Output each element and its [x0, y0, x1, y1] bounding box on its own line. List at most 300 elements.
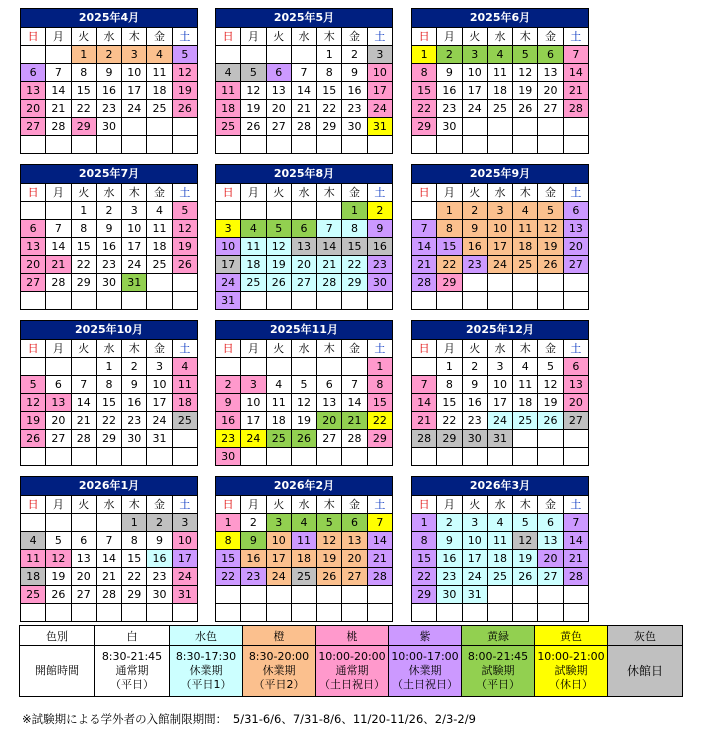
weekday-header: 木	[122, 184, 147, 202]
day-cell: 12	[317, 532, 342, 550]
weekday-header: 木	[317, 28, 342, 46]
legend-days: （平日）	[110, 678, 154, 691]
day-cell: 18	[513, 238, 538, 256]
month-title: 2026年3月	[412, 477, 589, 496]
month-title: 2025年4月	[21, 9, 198, 28]
day-cell: 9	[462, 220, 487, 238]
day-cell: 1	[437, 358, 462, 376]
day-cell: 11	[147, 64, 172, 82]
legend-period: 休館日	[626, 664, 663, 678]
day-cell: 16	[122, 394, 147, 412]
day-cell	[487, 604, 512, 622]
day-cell	[122, 448, 147, 466]
day-cell: 23	[437, 100, 462, 118]
weekday-header: 土	[563, 28, 588, 46]
day-cell: 27	[563, 412, 588, 430]
legend-days: （平日）	[476, 678, 520, 691]
day-cell	[241, 202, 266, 220]
day-cell: 3	[462, 46, 487, 64]
day-cell: 22	[342, 256, 367, 274]
day-cell	[412, 292, 437, 310]
day-cell: 18	[241, 256, 266, 274]
day-cell	[462, 136, 487, 154]
day-cell: 12	[241, 82, 266, 100]
day-cell: 17	[122, 238, 147, 256]
day-cell: 6	[71, 532, 96, 550]
day-cell: 7	[367, 514, 392, 532]
legend-days: （休日）	[549, 678, 593, 691]
day-cell: 24	[241, 430, 266, 448]
day-cell	[563, 292, 588, 310]
day-cell	[513, 586, 538, 604]
day-cell: 7	[291, 64, 316, 82]
weekday-header: 水	[487, 184, 512, 202]
day-cell: 8	[71, 64, 96, 82]
day-cell: 17	[216, 256, 241, 274]
month-title: 2025年6月	[412, 9, 589, 28]
day-cell: 28	[412, 430, 437, 448]
day-cell: 30	[342, 118, 367, 136]
weekday-header: 木	[513, 496, 538, 514]
day-cell: 2	[122, 358, 147, 376]
day-cell: 30	[147, 586, 172, 604]
day-cell: 13	[71, 550, 96, 568]
day-cell: 1	[216, 514, 241, 532]
day-cell	[147, 274, 172, 292]
day-cell: 5	[241, 64, 266, 82]
day-cell	[291, 358, 316, 376]
legend-hours-cell	[243, 646, 316, 697]
day-cell: 20	[71, 568, 96, 586]
day-cell	[71, 292, 96, 310]
day-cell: 14	[96, 550, 121, 568]
day-cell	[291, 292, 316, 310]
weekday-header: 日	[412, 496, 437, 514]
day-cell	[412, 604, 437, 622]
weekday-header: 月	[241, 184, 266, 202]
day-cell	[513, 430, 538, 448]
legend-color-name: 白	[95, 626, 170, 646]
day-cell: 3	[462, 514, 487, 532]
day-cell: 12	[172, 220, 197, 238]
day-cell: 17	[122, 82, 147, 100]
weekday-header: 土	[563, 496, 588, 514]
day-cell: 26	[538, 412, 563, 430]
day-cell: 27	[46, 430, 71, 448]
weekday-header: 金	[538, 496, 563, 514]
day-cell: 30	[367, 274, 392, 292]
day-cell	[317, 136, 342, 154]
day-cell: 6	[21, 64, 46, 82]
day-cell	[563, 430, 588, 448]
day-cell: 16	[216, 412, 241, 430]
day-cell	[538, 604, 563, 622]
day-cell: 7	[317, 220, 342, 238]
day-cell: 16	[437, 550, 462, 568]
day-cell: 12	[266, 238, 291, 256]
weekday-header: 土	[172, 340, 197, 358]
day-cell: 24	[122, 100, 147, 118]
weekday-header: 月	[241, 340, 266, 358]
day-cell: 3	[266, 514, 291, 532]
day-cell: 8	[342, 220, 367, 238]
day-cell: 26	[21, 430, 46, 448]
day-cell: 15	[437, 238, 462, 256]
day-cell	[513, 136, 538, 154]
day-cell: 8	[216, 532, 241, 550]
weekday-header: 月	[241, 28, 266, 46]
weekday-header: 木	[317, 184, 342, 202]
day-cell: 16	[96, 238, 121, 256]
day-cell	[46, 46, 71, 64]
day-cell: 29	[317, 118, 342, 136]
day-cell: 5	[513, 514, 538, 532]
day-cell	[21, 136, 46, 154]
weekday-header: 水	[96, 496, 121, 514]
day-cell: 14	[412, 238, 437, 256]
day-cell: 14	[412, 394, 437, 412]
day-cell: 14	[563, 64, 588, 82]
day-cell	[122, 118, 147, 136]
weekday-header: 水	[291, 28, 316, 46]
day-cell: 25	[487, 100, 512, 118]
day-cell	[513, 118, 538, 136]
day-cell: 24	[487, 412, 512, 430]
weekday-header: 土	[367, 28, 392, 46]
weekday-header: 水	[291, 184, 316, 202]
weekday-header: 金	[342, 28, 367, 46]
day-cell	[538, 586, 563, 604]
day-cell: 24	[487, 256, 512, 274]
restriction-note: ※試験期による学外者の入館制限期間： 5/31-6/6、7/31-8/6、11/20-11/26、2/3-2/9	[22, 712, 476, 726]
day-cell: 7	[46, 220, 71, 238]
day-cell	[71, 514, 96, 532]
day-cell	[538, 136, 563, 154]
day-cell: 28	[412, 274, 437, 292]
day-cell	[122, 292, 147, 310]
day-cell	[172, 292, 197, 310]
day-cell	[46, 202, 71, 220]
day-cell: 24	[216, 274, 241, 292]
day-cell: 10	[122, 64, 147, 82]
day-cell: 18	[21, 568, 46, 586]
day-cell: 9	[241, 532, 266, 550]
day-cell: 21	[46, 100, 71, 118]
day-cell: 27	[21, 274, 46, 292]
day-cell: 2	[147, 514, 172, 532]
day-cell	[46, 292, 71, 310]
weekday-header: 火	[71, 340, 96, 358]
day-cell: 20	[21, 100, 46, 118]
day-cell: 28	[317, 274, 342, 292]
day-cell: 8	[317, 64, 342, 82]
day-cell: 9	[122, 376, 147, 394]
day-cell: 9	[367, 220, 392, 238]
weekday-header: 水	[487, 340, 512, 358]
weekday-header: 月	[46, 496, 71, 514]
day-cell: 21	[342, 412, 367, 430]
day-cell: 30	[96, 274, 121, 292]
day-cell: 28	[96, 586, 121, 604]
day-cell: 15	[216, 550, 241, 568]
day-cell: 1	[71, 202, 96, 220]
day-cell: 19	[291, 412, 316, 430]
day-cell	[342, 604, 367, 622]
weekday-header: 火	[266, 184, 291, 202]
day-cell: 23	[342, 100, 367, 118]
day-cell	[291, 46, 316, 64]
day-cell	[266, 136, 291, 154]
day-cell: 10	[462, 532, 487, 550]
day-cell: 18	[291, 550, 316, 568]
day-cell	[216, 202, 241, 220]
day-cell: 1	[367, 358, 392, 376]
day-cell: 29	[437, 274, 462, 292]
day-cell: 21	[317, 256, 342, 274]
day-cell	[412, 202, 437, 220]
month-calendar	[411, 8, 589, 154]
day-cell: 10	[487, 220, 512, 238]
legend-time: 10:00-20:00	[318, 650, 386, 663]
weekday-header: 月	[437, 184, 462, 202]
day-cell: 28	[367, 568, 392, 586]
day-cell: 21	[563, 82, 588, 100]
day-cell: 5	[172, 202, 197, 220]
legend-color-name: 黄色	[535, 626, 608, 646]
day-cell	[241, 46, 266, 64]
day-cell: 26	[513, 568, 538, 586]
month-title: 2025年12月	[412, 321, 589, 340]
day-cell: 31	[367, 118, 392, 136]
day-cell: 21	[412, 412, 437, 430]
day-cell	[437, 136, 462, 154]
weekday-header: 火	[266, 340, 291, 358]
weekday-header: 日	[216, 28, 241, 46]
day-cell: 3	[122, 46, 147, 64]
day-cell	[367, 292, 392, 310]
day-cell: 12	[291, 394, 316, 412]
legend-color-name: 桃	[316, 626, 389, 646]
day-cell: 20	[46, 412, 71, 430]
day-cell: 6	[317, 376, 342, 394]
day-cell: 22	[437, 412, 462, 430]
day-cell: 25	[172, 412, 197, 430]
legend	[19, 625, 683, 697]
weekday-header: 木	[317, 340, 342, 358]
day-cell: 22	[412, 568, 437, 586]
day-cell: 11	[487, 532, 512, 550]
day-cell: 23	[216, 430, 241, 448]
weekday-header: 木	[122, 496, 147, 514]
day-cell	[563, 604, 588, 622]
weekday-header: 火	[462, 28, 487, 46]
day-cell	[563, 274, 588, 292]
day-cell: 15	[342, 238, 367, 256]
weekday-header: 水	[96, 340, 121, 358]
day-cell: 7	[412, 376, 437, 394]
month-calendar	[20, 164, 198, 310]
day-cell: 26	[291, 430, 316, 448]
day-cell: 22	[412, 100, 437, 118]
day-cell	[96, 514, 121, 532]
weekday-header: 日	[412, 340, 437, 358]
weekday-header: 金	[342, 496, 367, 514]
day-cell: 25	[487, 568, 512, 586]
legend-period: 試験期	[554, 664, 588, 677]
weekday-header: 木	[122, 28, 147, 46]
day-cell	[266, 448, 291, 466]
day-cell: 11	[291, 532, 316, 550]
day-cell	[437, 292, 462, 310]
day-cell: 20	[342, 550, 367, 568]
day-cell	[71, 136, 96, 154]
day-cell: 21	[367, 550, 392, 568]
day-cell: 7	[563, 514, 588, 532]
weekday-header: 金	[147, 340, 172, 358]
legend-table	[19, 625, 683, 697]
weekday-header: 水	[487, 496, 512, 514]
day-cell	[21, 514, 46, 532]
day-cell: 26	[172, 256, 197, 274]
day-cell: 19	[513, 82, 538, 100]
day-cell: 5	[266, 220, 291, 238]
day-cell: 4	[172, 358, 197, 376]
day-cell: 20	[266, 100, 291, 118]
day-cell: 30	[122, 430, 147, 448]
weekday-header: 金	[538, 184, 563, 202]
day-cell: 3	[216, 220, 241, 238]
day-cell	[96, 136, 121, 154]
weekday-header: 水	[96, 184, 121, 202]
legend-color-name: 橙	[243, 626, 316, 646]
day-cell: 8	[437, 220, 462, 238]
day-cell	[538, 118, 563, 136]
day-cell	[513, 274, 538, 292]
day-cell: 23	[122, 412, 147, 430]
day-cell: 22	[367, 412, 392, 430]
month-title: 2025年11月	[216, 321, 393, 340]
day-cell: 8	[437, 376, 462, 394]
day-cell: 9	[216, 394, 241, 412]
day-cell	[563, 448, 588, 466]
day-cell	[147, 448, 172, 466]
day-cell: 19	[317, 550, 342, 568]
day-cell: 26	[538, 256, 563, 274]
day-cell: 28	[563, 100, 588, 118]
day-cell: 6	[291, 220, 316, 238]
day-cell: 23	[462, 412, 487, 430]
day-cell	[563, 118, 588, 136]
day-cell: 28	[71, 430, 96, 448]
legend-time: 8:30-20:00	[248, 650, 310, 663]
day-cell: 18	[216, 100, 241, 118]
weekday-header: 日	[216, 340, 241, 358]
day-cell: 4	[147, 46, 172, 64]
day-cell: 12	[513, 532, 538, 550]
day-cell: 3	[241, 376, 266, 394]
day-cell: 12	[21, 394, 46, 412]
day-cell: 14	[317, 238, 342, 256]
day-cell: 20	[538, 550, 563, 568]
day-cell	[46, 604, 71, 622]
day-cell: 14	[46, 82, 71, 100]
day-cell: 1	[122, 514, 147, 532]
day-cell	[342, 358, 367, 376]
day-cell: 26	[172, 100, 197, 118]
day-cell: 18	[513, 394, 538, 412]
month-calendar	[20, 476, 198, 622]
day-cell: 21	[412, 256, 437, 274]
day-cell: 5	[21, 376, 46, 394]
day-cell: 25	[241, 274, 266, 292]
day-cell	[412, 448, 437, 466]
month-title: 2025年8月	[216, 165, 393, 184]
day-cell	[317, 292, 342, 310]
day-cell	[538, 292, 563, 310]
weekday-header: 火	[462, 340, 487, 358]
day-cell	[563, 586, 588, 604]
day-cell	[266, 586, 291, 604]
weekday-header: 金	[147, 184, 172, 202]
month-calendar	[215, 320, 393, 466]
day-cell	[266, 358, 291, 376]
day-cell: 17	[266, 550, 291, 568]
day-cell: 2	[437, 46, 462, 64]
weekday-header: 月	[437, 28, 462, 46]
day-cell: 17	[462, 82, 487, 100]
day-cell	[342, 448, 367, 466]
legend-time: 8:30-17:30	[175, 650, 237, 663]
day-cell	[412, 136, 437, 154]
weekday-header: 火	[462, 496, 487, 514]
day-cell	[122, 604, 147, 622]
legend-days: （土日祝日）	[392, 678, 458, 691]
day-cell: 9	[147, 532, 172, 550]
month-title: 2026年2月	[216, 477, 393, 496]
day-cell	[172, 274, 197, 292]
day-cell	[291, 202, 316, 220]
day-cell: 6	[538, 46, 563, 64]
day-cell	[317, 202, 342, 220]
day-cell	[172, 118, 197, 136]
day-cell	[291, 136, 316, 154]
weekday-header: 日	[216, 496, 241, 514]
day-cell	[46, 358, 71, 376]
day-cell	[462, 118, 487, 136]
day-cell: 2	[462, 202, 487, 220]
day-cell: 29	[71, 274, 96, 292]
legend-color-name: 黄緑	[462, 626, 535, 646]
day-cell: 2	[96, 202, 121, 220]
day-cell: 27	[71, 586, 96, 604]
legend-hours-cell	[95, 646, 170, 697]
day-cell	[266, 604, 291, 622]
weekday-header: 土	[172, 496, 197, 514]
day-cell	[21, 448, 46, 466]
day-cell: 15	[96, 394, 121, 412]
day-cell: 8	[412, 64, 437, 82]
day-cell	[21, 358, 46, 376]
day-cell: 3	[172, 514, 197, 532]
legend-color-name: 水色	[170, 626, 243, 646]
day-cell: 14	[46, 238, 71, 256]
day-cell	[172, 136, 197, 154]
weekday-header: 水	[291, 340, 316, 358]
month-calendar	[20, 8, 198, 154]
day-cell: 4	[513, 202, 538, 220]
legend-hours-cell	[316, 646, 389, 697]
day-cell: 17	[367, 82, 392, 100]
